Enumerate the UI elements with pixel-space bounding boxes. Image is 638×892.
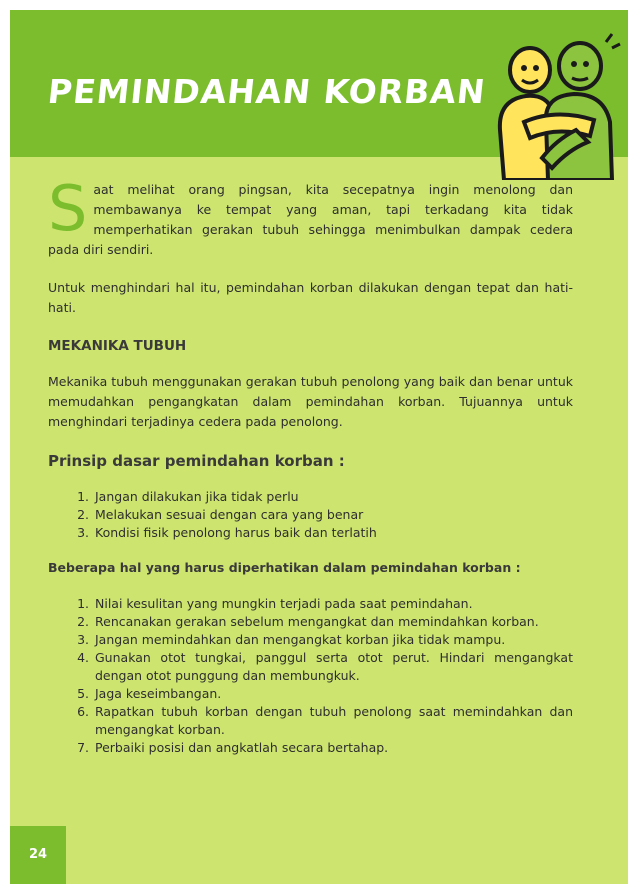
list-item: 6. Rapatkan tubuh korban dengan tubuh penolong saat memindahkan dan mengangkat korban. (93, 703, 573, 739)
intro-text: aat melihat orang pingsan, kita secepatnya ingin menolong dan membawanya ke tempat yang aman, tapi terkadang kita tidak memperhatikan gerakan tubuh sehingga menimbulkan dampak cedera pada diri sendiri. (48, 182, 573, 257)
two-people-hugging-icon (486, 30, 628, 180)
page (10, 10, 628, 884)
page-title: PEMINDAHAN KORBAN (45, 72, 488, 111)
drop-cap: S (48, 172, 88, 245)
list-item: 2. Rencanakan gerakan sebelum mengangkat dan memindahkan korban. (93, 613, 573, 631)
intro-paragraph (48, 172, 573, 260)
heading-perhatian: Beberapa hal yang harus diperhatikan dalam pemindahan korban : (48, 560, 521, 575)
heading-mekanika: MEKANIKA TUBUH (48, 338, 187, 354)
list-item: 4. Gunakan otot tungkai, panggul serta otot perut. Hindari mengangkat dengan otot punggung dan membungkuk. (93, 649, 573, 685)
list-item: 7. Perbaiki posisi dan angkatlah secara bertahap. (93, 739, 573, 757)
paragraph-mekanika: Mekanika tubuh menggunakan gerakan tubuh penolong yang baik dan benar untuk memudahkan pengangkatan dalam pemindahan korban. Tujuannya untuk menghindari terjadinya cedera pada penolong. (48, 374, 573, 429)
list-prinsip (48, 488, 573, 542)
heading-prinsip: Prinsip dasar pemindahan korban : (48, 452, 345, 470)
list-item: 5. Jaga keseimbangan. (93, 685, 573, 703)
list-item: 1. Jangan dilakukan jika tidak perlu (93, 488, 573, 506)
content (48, 172, 573, 757)
page-number: 24 (10, 826, 66, 884)
list-perhatian (48, 595, 573, 757)
list-item: 2. Melakukan sesuai dengan cara yang benar (93, 506, 573, 524)
list-item: 3. Kondisi fisik penolong harus baik dan terlatih (93, 524, 573, 542)
paragraph-2: Untuk menghindari hal itu, pemindahan korban dilakukan dengan tepat dan hati-hati. (48, 280, 573, 315)
list-item: 3. Jangan memindahkan dan mengangkat korban jika tidak mampu. (93, 631, 573, 649)
list-item: 1. Nilai kesulitan yang mungkin terjadi pada saat pemindahan. (93, 595, 573, 613)
